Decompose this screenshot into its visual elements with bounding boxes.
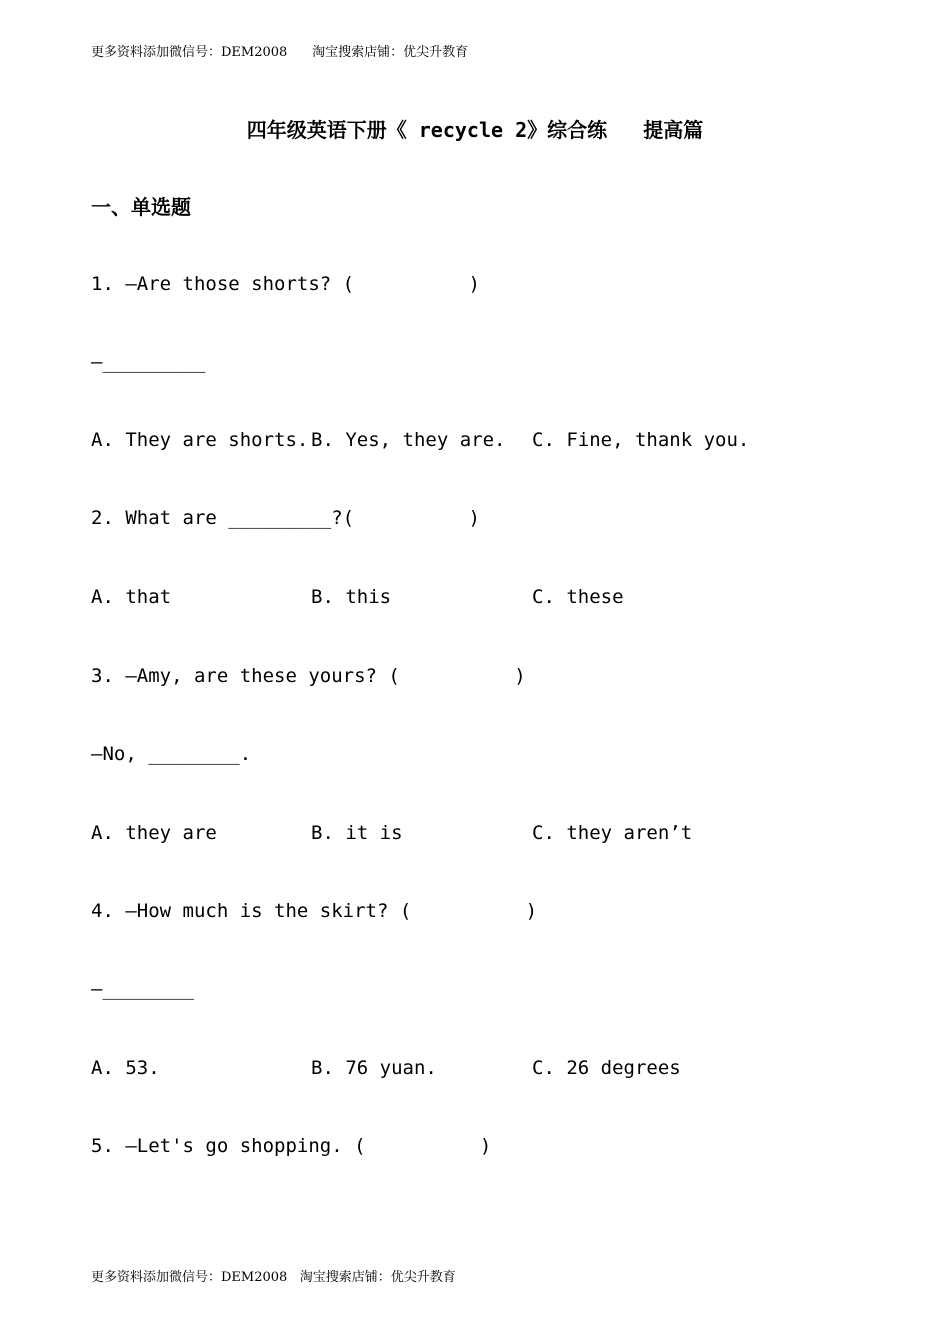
question-5-stem: 5. —Let's go shopping. ( ) [91,1135,492,1157]
question-1-option-b: B. Yes, they are. [311,429,506,451]
question-4-option-b: B. 76 yuan. [311,1057,437,1079]
question-3-option-b: B. it is [311,822,403,844]
question-4-stem: 4. —How much is the skirt? ( ) [91,900,538,922]
question-2-option-b: B. this [311,586,392,608]
question-1-option-c: C. Fine, thank you. [532,429,750,451]
section-heading: 一、单选题 [91,195,191,219]
question-1-stem: 1. —Are those shorts? ( ) [91,273,480,295]
page-footer: 更多资料添加微信号：DEM2008 淘宝搜索店铺：优尖升教育 [91,1270,456,1285]
question-3-option-a: A. they are [91,822,217,844]
question-3-stem: 3. —Amy, are these yours? ( ) [91,665,526,687]
question-3-option-c: C. they aren’t [532,822,693,844]
question-3-answer-line: —No, ________. [91,743,252,765]
question-2-stem: 2. What are _________?( ) [91,507,480,529]
question-4-option-a: A. 53. [91,1057,160,1079]
document-title: 四年级英语下册《 recycle 2》综合练 提高篇 [246,118,704,142]
question-1-answer-line: —_________ [91,351,206,373]
question-2-option-a: A. that [91,586,172,608]
question-4-option-c: C. 26 degrees [532,1057,681,1079]
question-1-option-a: A. They are shorts. [91,429,309,451]
question-2-option-c: C. these [532,586,624,608]
question-4-answer-line: —________ [91,978,194,1000]
page-header: 更多资料添加微信号：DEM2008 淘宝搜索店铺：优尖升教育 [91,45,469,60]
